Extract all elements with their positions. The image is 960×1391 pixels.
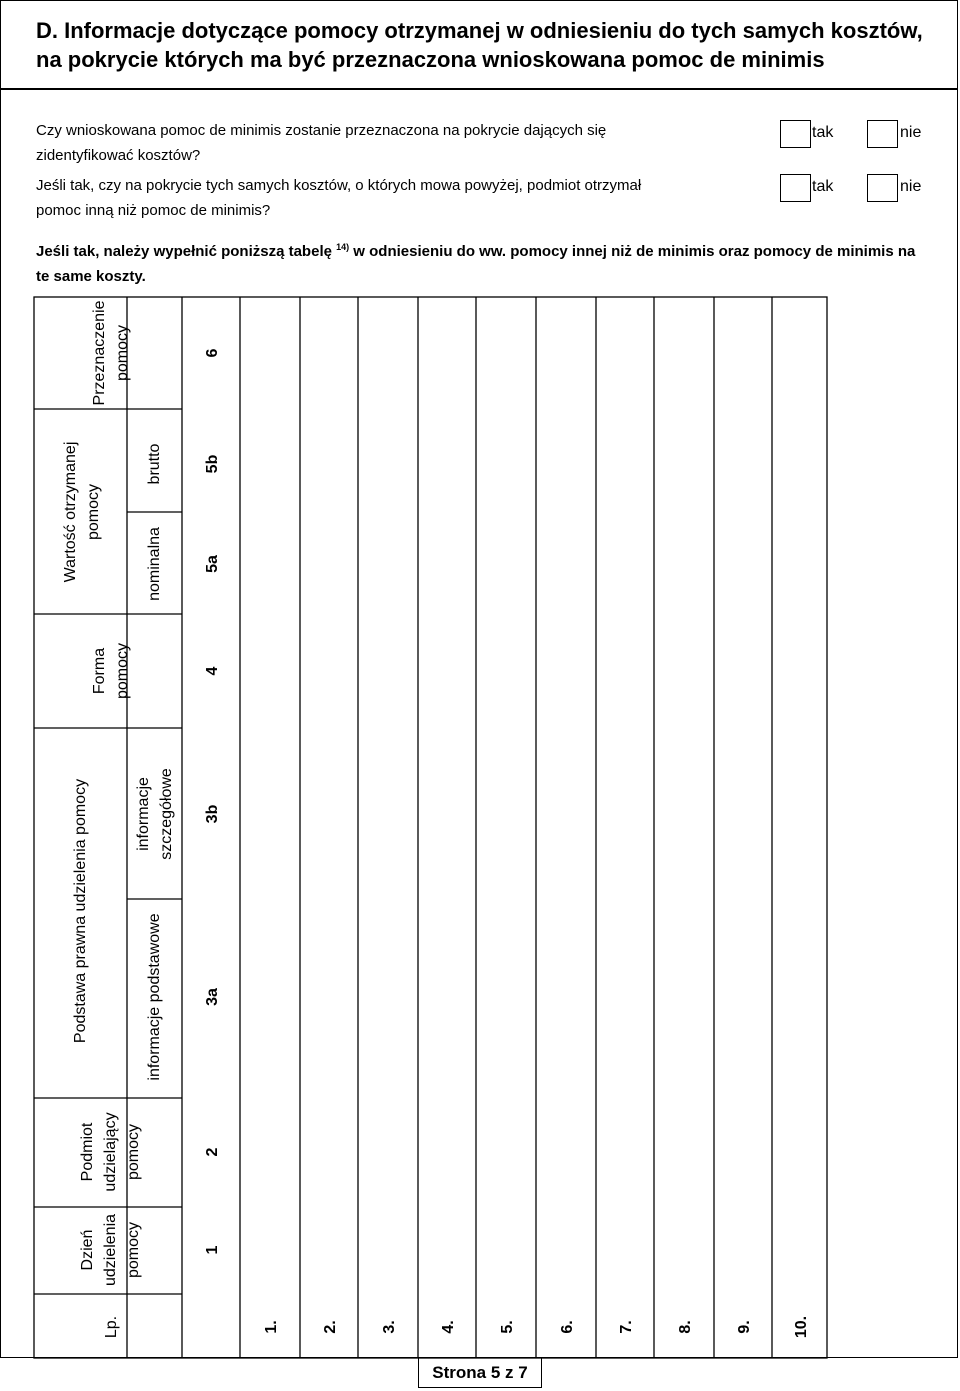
page-number: Strona 5 z 7 — [418, 1358, 542, 1388]
wartosc-header-l1: Wartość otrzymanej — [62, 441, 79, 583]
q1-yes-label: tak — [812, 124, 834, 141]
row-number-10: 10. — [793, 1315, 810, 1339]
dzien-header-l2: udzielenia — [102, 1213, 119, 1287]
col-number-3a: 3a — [204, 988, 221, 1006]
row-number-1: 1. — [263, 1320, 280, 1334]
row-number-4: 4. — [440, 1320, 457, 1334]
row-number-3: 3. — [381, 1320, 398, 1334]
dzien-header-l1: Dzień — [79, 1229, 96, 1271]
question-2-line2: pomoc inną niż pomoc de minimis? — [36, 202, 271, 219]
podstawa-b-header-l2: szczegółowe — [158, 768, 175, 860]
col-number-4: 4 — [204, 666, 221, 676]
podmiot-header-l3: pomocy — [125, 1123, 142, 1181]
col-number-3b: 3b — [204, 804, 221, 824]
wartosc-header-l2: pomocy — [85, 483, 102, 541]
row-number-2: 2. — [322, 1320, 339, 1334]
podmiot-header-l1: Podmiot — [79, 1122, 96, 1182]
row-number-6: 6. — [559, 1320, 576, 1334]
q2-no-label: nie — [900, 178, 922, 195]
question-2-line1: Jeśli tak, czy na pokrycie tych samych kosztów, o których mowa powyżej, podmiot otrzymał — [36, 177, 642, 194]
question-1-line2: zidentyfikować kosztów? — [36, 147, 201, 164]
section-title-line1: D. Informacje dotyczące pomocy otrzymanej w odniesieniu do tych samych kosztów, — [36, 18, 923, 43]
podmiot-header-l2: udzielający — [102, 1112, 119, 1192]
dzien-header-l3: pomocy — [125, 1221, 142, 1279]
podstawa-header: Podstawa prawna udzielenia pomocy — [72, 778, 89, 1044]
row-number-7: 7. — [618, 1320, 635, 1334]
przeznaczenie-header-l2: pomocy — [114, 324, 131, 382]
note-text-before: Jeśli tak, należy wypełnić poniższą tabelę — [36, 243, 332, 260]
col-number-5b: 5b — [204, 454, 221, 474]
col-number-5a: 5a — [204, 555, 221, 573]
note-text-after: w odniesieniu do ww. pomocy innej niż de minimis oraz pomocy de minimis na te same koszty. — [36, 243, 916, 285]
row-number-9: 9. — [736, 1320, 753, 1334]
forma-header-l2: pomocy — [114, 642, 131, 700]
col-number-6: 6 — [204, 348, 221, 358]
wartosc-a-header: nominalna — [146, 527, 163, 601]
footnote-ref: 14) — [336, 242, 350, 252]
col-number-1: 1 — [204, 1245, 221, 1255]
podstawa-b-header-l1: informacje — [135, 777, 152, 851]
q1-no-label: nie — [900, 124, 922, 141]
q2-yes-label: tak — [812, 178, 834, 195]
section-title-line2: na pokrycie których ma być przeznaczona wnioskowana pomoc de minimis — [36, 47, 825, 72]
row-number-5: 5. — [499, 1320, 516, 1334]
wartosc-b-header: brutto — [146, 443, 163, 485]
podstawa-a-header: informacje podstawowe — [146, 913, 163, 1081]
question-1-line1: Czy wnioskowana pomoc de minimis zostanie przeznaczona na pokrycie dających się — [36, 122, 607, 139]
forma-header-l1: Forma — [91, 647, 108, 695]
col-number-2: 2 — [204, 1147, 221, 1157]
lp-header: Lp. — [103, 1315, 120, 1339]
row-number-8: 8. — [677, 1320, 694, 1334]
przeznaczenie-header-l1: Przeznaczenie — [91, 300, 108, 406]
